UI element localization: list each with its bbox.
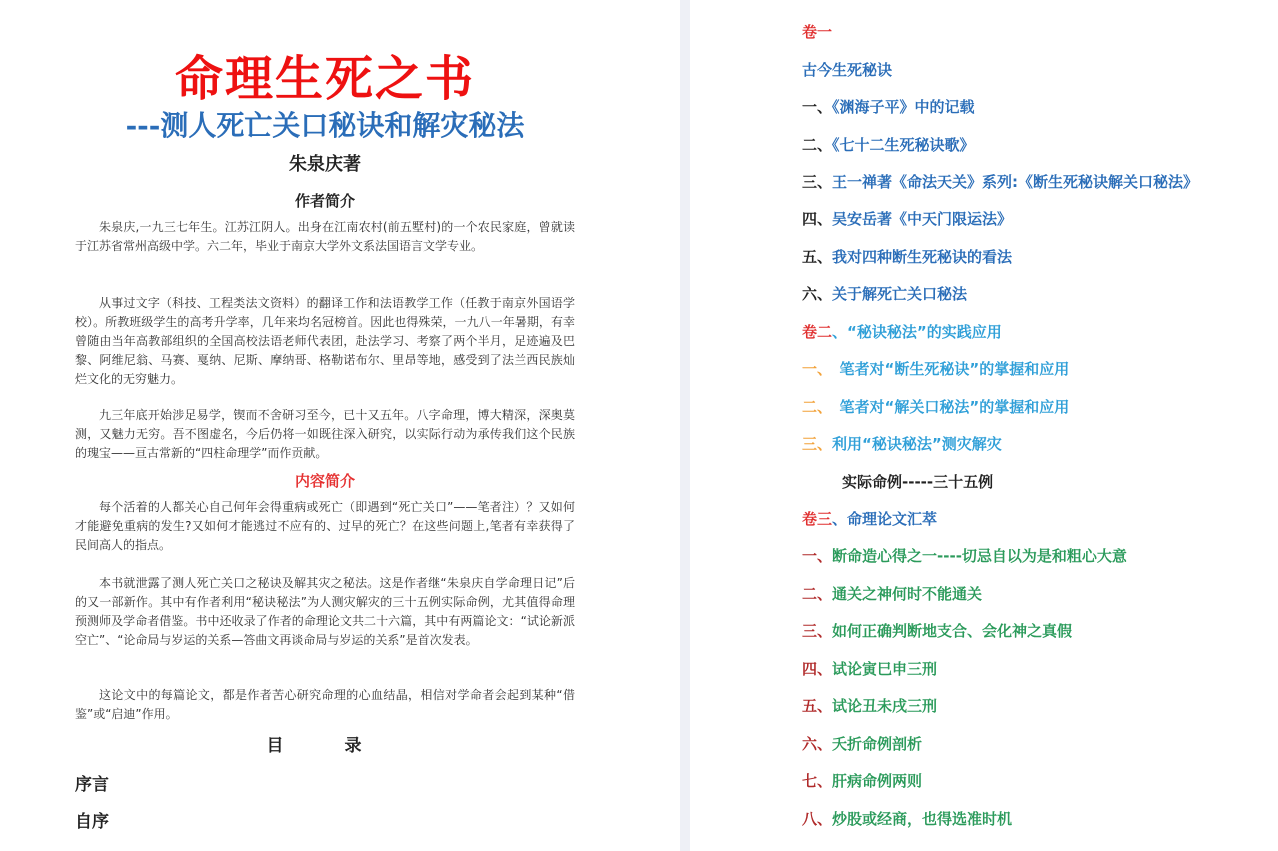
toc-item-3-6 — [802, 733, 922, 754]
toc-item-text: 《渊海子平》中的记载 — [832, 98, 975, 116]
toc-volume-2 — [802, 321, 1002, 342]
page-gutter — [680, 0, 690, 851]
toc-item-text: 王一禅著《命法天关》系列:《断生死秘诀解关口秘法》 — [832, 173, 1199, 191]
toc-item-text: 如何正确判断地支合、会化神之真假 — [832, 622, 1073, 640]
toc-item-num: 一、 — [802, 547, 833, 565]
toc-item-text: 卷二、“秘诀秘法”的实践应用 — [802, 323, 1002, 341]
toc-item-num: 二、 — [802, 585, 833, 603]
toc-item-num: 四、 — [802, 210, 833, 228]
toc-item-text: 卷一 — [802, 23, 833, 41]
toc-item-num: 八、 — [802, 810, 833, 828]
toc-item-3-5 — [802, 695, 937, 716]
author-intro-paragraph-1: 朱泉庆,一九三七年生。江苏江阴人。出身在江南农村(前五墅村)的一个农民家庭，曾就读于江苏省常州高级中学。六二年，毕业于南京大学外文系法国语言文学专业。 — [75, 220, 575, 253]
toc-item-1-1 — [802, 96, 975, 117]
right-page — [690, 0, 1278, 851]
book-title: 命理生死之书 — [174, 51, 475, 107]
toc-item-text: 试论寅巳申三刑 — [832, 660, 938, 678]
toc-item-text: 利用“秘诀秘法”测灾解灾 — [832, 435, 1002, 453]
toc-item-3-2 — [802, 583, 982, 604]
toc-item-num: 二、 — [802, 136, 833, 154]
content-intro-paragraph-3: 这论文中的每篇论文，都是作者苦心研究命理的心血结晶，相信对学命者会起到某种“借鉴”或“启迪”作用。 — [75, 688, 575, 721]
toc-item-text: 我对四种断生死秘诀的看法 — [832, 248, 1013, 266]
toc-item-1-4 — [802, 208, 1012, 229]
toc-item-text: 实际命例-----三十五例 — [842, 473, 994, 491]
toc-item-case-examples — [842, 471, 993, 492]
toc-item-num: 二、 — [802, 398, 825, 416]
toc-item-3-3 — [802, 620, 1072, 641]
toc-volume-3 — [802, 508, 937, 529]
toc-item-num: 七、 — [802, 772, 833, 790]
toc-item-1-2 — [802, 134, 975, 155]
book-subtitle: ---测人死亡关口秘诀和解灾秘法 — [125, 109, 525, 142]
toc-item-num: 四、 — [802, 660, 833, 678]
toc-item-num: 五、 — [802, 248, 833, 266]
toc-item-text: 断命造心得之一----切忌自以为是和粗心大意 — [832, 547, 1127, 565]
toc-item-text: 夭折命例剖析 — [832, 735, 923, 753]
toc-heading: 目 录 — [266, 736, 384, 756]
toc-item-3-8 — [802, 808, 1012, 829]
content-intro-paragraph-2: 本书就泄露了测人死亡关口之秘诀及解其灾之秘法。这是作者继“朱泉庆自学命理日记”后的又一部新作。其中有作者利用“秘诀秘法”为人测灾解灾的三十五例实际命例，尤其值得命理预测师及学命者借鉴。书中还收录了作者的命理论文共二十六篇，其中有两篇论文：“试论新派空亡”、“论命局与岁运的关系—答曲文再谈命局与岁运的关系”是首次发表。 — [75, 576, 575, 647]
toc-item-num: 一、 — [802, 98, 833, 116]
toc-item-3-7 — [802, 770, 922, 791]
toc-item-text: 吴安岳著《中天门限运法》 — [832, 210, 1013, 228]
toc-item-text: 古今生死秘诀 — [802, 61, 893, 79]
toc-item-1-5 — [802, 246, 1012, 267]
toc-item-text: 卷三、命理论文汇萃 — [802, 510, 938, 528]
book-author: 朱泉庆著 — [289, 154, 361, 175]
toc-item-text: 关于解死亡关口秘法 — [832, 285, 968, 303]
toc-item-num: 六、 — [802, 735, 833, 753]
toc-item-3-1 — [802, 545, 1127, 566]
toc-item-1-3 — [802, 171, 1198, 192]
toc-item-text: 炒股或经商，也得选准时机 — [832, 810, 1013, 828]
toc-item-text: 试论丑未戌三刑 — [832, 697, 938, 715]
toc-item-text: 笔者对“解关口秘法”的掌握和应用 — [824, 398, 1070, 416]
toc-volume-1 — [802, 21, 832, 42]
toc-item-3-4 — [802, 658, 937, 679]
author-intro-paragraph-3: 九三年底开始涉足易学，锲而不舍研习至今，已十又五年。八字命理，博大精深，深奥莫测，又魅力无穷。吾不图虚名，今后仍将一如既往深入研究，以实际行动为承传我们这个民族的瑰宝——亘古常新的“四柱命理学”而作贡献。 — [75, 408, 575, 460]
content-intro-paragraph-1: 每个活着的人都关心自己何年会得重病或死亡（即遇到“死亡关口”——笔者注）？又如何才能避免重病的发生?又如何才能逃过不应有的、过早的死亡？在这些问题上,笔者有幸获得了民间高人的指点。 — [75, 500, 575, 552]
author-intro-paragraph-2: 从事过文字（科技、工程类法文资料）的翻译工作和法语教学工作（任教于南京外国语学校）。所教班级学生的高考升学率，几年来均名冠榜首。因此也得殊荣，一九八一年暑期，有幸曾随由当年高教部组织的全国高校法语老师代表团，赴法学习、考察了两个半月，足迹遍及巴黎、阿维尼翁、马赛、戛纳、尼斯、摩纳哥、格勒诺布尔、里昂等地，感受到了法兰西民族灿烂文化的无穷魅力。 — [75, 296, 575, 386]
toc-item-num: 六、 — [802, 285, 833, 303]
toc-item-2-3 — [802, 433, 1002, 454]
toc-item-text: 肝病命例两则 — [832, 772, 923, 790]
toc-item-1-6 — [802, 283, 967, 304]
author-intro-heading: 作者简介 — [294, 192, 355, 210]
toc-item-text: 笔者对“断生死秘诀”的掌握和应用 — [824, 360, 1070, 378]
content-intro-heading: 内容简介 — [294, 472, 355, 490]
toc-item-author-preface: 自序 — [75, 812, 109, 832]
toc-item-num: 三、 — [802, 435, 833, 453]
toc-item-num: 三、 — [802, 173, 833, 191]
toc-item-2-2 — [802, 396, 1069, 417]
toc-item-preface: 序言 — [75, 775, 109, 795]
toc-item-num: 五、 — [802, 697, 833, 715]
toc-section-secrets — [802, 59, 892, 80]
toc-item-num: 一、 — [802, 360, 825, 378]
toc-item-text: 《七十二生死秘诀歌》 — [832, 136, 975, 154]
toc-item-num: 三、 — [802, 622, 833, 640]
toc-item-2-1 — [802, 358, 1069, 379]
toc-item-text: 通关之神何时不能通关 — [832, 585, 983, 603]
